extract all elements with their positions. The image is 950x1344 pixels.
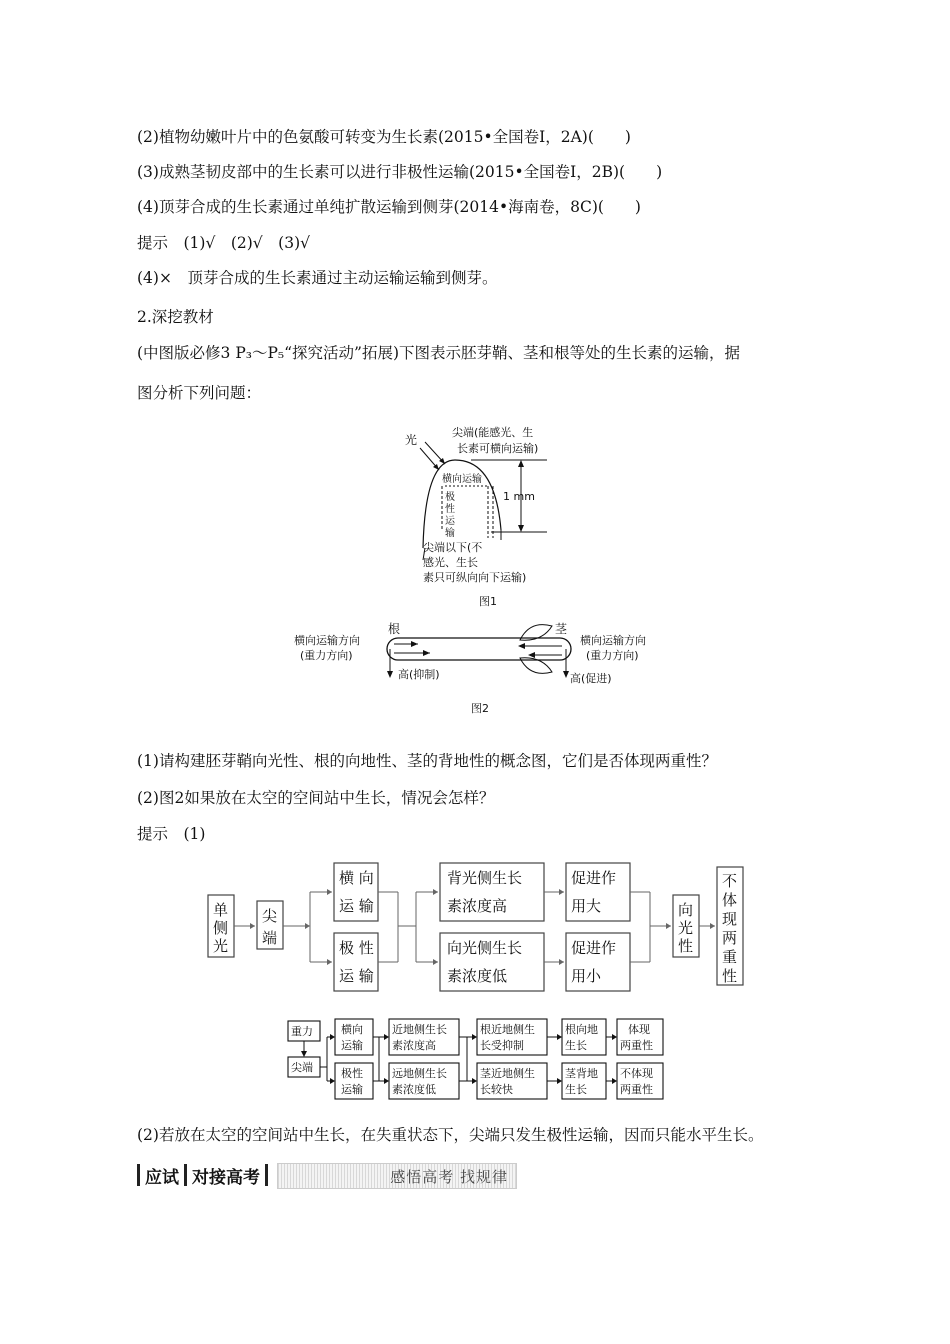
fig2-right-high: 高(促进) <box>570 672 612 685</box>
figure-2-root-stem <box>290 620 670 692</box>
fig2-stem-label: 茎 <box>555 622 568 636</box>
c1-single-light-0: 单 <box>213 901 229 919</box>
answer-2: (2)若放在太空的空间站中生长，在失重状态下，尖端只发生极性运输，因而只能水平生长。 <box>137 1126 764 1144</box>
fig2-left-high: 高(抑制) <box>398 668 440 681</box>
fig1-polar-2: 性 <box>445 504 455 515</box>
fig1-light-label: 光 <box>405 433 418 447</box>
banner-subtitle: 感悟高考 找规律 <box>390 1168 508 1186</box>
fig1-below-3: 素只可纵向向下运输) <box>423 571 527 584</box>
banner-bar-2 <box>184 1164 187 1186</box>
c1-promote-small-1: 用小 <box>571 967 602 985</box>
c1-tip-0: 尖 <box>262 907 278 925</box>
c2-no-dual-0: 不体现 <box>620 1067 653 1080</box>
fig2-right-dir-1: 横向运输方向 <box>580 634 646 647</box>
c1-phototropism-2: 性 <box>678 937 694 955</box>
c1-polar-0: 极 性 <box>339 939 374 957</box>
c1-single-light-2: 光 <box>213 937 229 955</box>
c1-tip-1: 端 <box>262 929 278 947</box>
c1-single-light-1: 侧 <box>213 919 229 937</box>
fig2-left-dir-2: (重力方向) <box>300 649 353 662</box>
c1-no-dual-1: 体 <box>722 891 738 909</box>
c2-dual-1: 两重性 <box>620 1039 653 1052</box>
c2-far-0: 远地侧生长 <box>392 1067 447 1080</box>
c2-root-geo-0: 根向地 <box>565 1023 598 1036</box>
c1-polar-1: 运 输 <box>339 967 374 985</box>
c1-lateral-1: 运 输 <box>339 897 374 915</box>
c1-phototropism-0: 向 <box>678 901 694 919</box>
c2-dual-0: 体现 <box>628 1023 650 1036</box>
fig1-polar-3: 运 <box>445 516 455 527</box>
prompt-1: (1)请构建胚芽鞘向光性、根的向地性、茎的背地性的概念图，它们是否体现两重性？ <box>137 752 717 770</box>
banner-bar-1 <box>137 1164 140 1186</box>
c1-front-0: 向光侧生长 <box>447 939 523 957</box>
hint-line-2: (4)× 顶芽合成的生长素通过主动运输运输到侧芽。 <box>137 269 498 287</box>
section-heading: 2.深挖教材 <box>137 308 214 326</box>
c1-back-0: 背光侧生长 <box>447 869 523 887</box>
c1-back-1: 素浓度高 <box>447 897 508 915</box>
concept-map-gravitropism <box>285 1015 675 1105</box>
c2-root-inhibit-0: 根近地侧生 <box>480 1023 535 1036</box>
c2-near-1: 素浓度高 <box>392 1039 436 1052</box>
banner-subtitle-box <box>277 1163 517 1189</box>
fig2-right-dir-2: (重力方向) <box>586 649 639 662</box>
c2-stem-fast-0: 茎近地侧生 <box>480 1067 535 1080</box>
c1-no-dual-5: 性 <box>722 967 738 985</box>
fig1-below-2: 感光、生长 <box>423 556 478 569</box>
c1-front-1: 素浓度低 <box>447 967 508 985</box>
c2-far-1: 素浓度低 <box>392 1083 436 1096</box>
c1-lateral-0: 横 向 <box>339 869 374 887</box>
fig2-root-label: 根 <box>388 622 401 636</box>
c1-no-dual-0: 不 <box>722 872 738 890</box>
figure-2-caption: 图2 <box>471 702 489 715</box>
question-3: (3)成熟茎韧皮部中的生长素可以进行非极性运输(2015•全国卷Ⅰ，2B)( ) <box>137 163 663 181</box>
c2-near-0: 近地侧生长 <box>392 1023 447 1036</box>
c1-no-dual-4: 重 <box>722 948 738 966</box>
figure-1-coleoptile <box>395 420 575 592</box>
fig1-tip-label-2: 长素可横向运输) <box>457 442 539 455</box>
banner-title-1: 应试 <box>145 1167 179 1188</box>
fig1-tip-label-1: 尖端(能感光、生 <box>452 426 534 439</box>
banner-title-2: 对接高考 <box>192 1167 260 1188</box>
c2-lateral-0: 横向 <box>341 1023 363 1036</box>
c1-promote-big-1: 用大 <box>571 897 602 915</box>
c2-root-geo-1: 生长 <box>565 1039 587 1052</box>
c2-stem-back-0: 茎背地 <box>565 1067 598 1080</box>
c1-phototropism-1: 光 <box>678 919 694 937</box>
banner-bar-3 <box>265 1164 268 1186</box>
question-2: (2)植物幼嫩叶片中的色氨酸可转变为生长素(2015•全国卷Ⅰ，2A)( ) <box>137 128 631 146</box>
fig1-lateral-label: 横向运输 <box>442 474 482 485</box>
prompt-2: (2)图2如果放在太空的空间站中生长，情况会怎样？ <box>137 789 495 807</box>
c2-tip: 尖端 <box>291 1061 313 1074</box>
c1-no-dual-3: 两 <box>722 929 738 947</box>
c2-stem-fast-1: 长较快 <box>480 1083 513 1096</box>
c2-polar-0: 极性 <box>341 1067 363 1080</box>
c2-stem-back-1: 生长 <box>565 1083 587 1096</box>
fig1-polar-4: 输 <box>445 528 455 539</box>
question-4: (4)顶芽合成的生长素通过单纯扩散运输到侧芽(2014•海南卷，8C)( ) <box>137 198 641 216</box>
intro-line-1: (中图版必修3 P₃～P₅“探究活动”拓展)下图表示胚芽鞘、茎和根等处的生长素的运输，据 <box>137 344 741 362</box>
fig1-polar-1: 极 <box>445 492 455 503</box>
fig1-below-1: 尖端以下(不 <box>423 541 483 554</box>
c2-polar-1: 运输 <box>341 1083 363 1096</box>
figure-1-caption: 图1 <box>479 595 497 608</box>
fig1-scale: 1 mm <box>503 490 535 503</box>
c1-promote-small-0: 促进作 <box>571 939 617 957</box>
intro-line-2: 图分析下列问题： <box>137 384 262 402</box>
concept-map-phototropism <box>200 855 780 995</box>
c2-no-dual-1: 两重性 <box>620 1083 653 1096</box>
hint-line-1: 提示 (1)√ (2)√ (3)√ <box>137 234 310 252</box>
c1-promote-big-0: 促进作 <box>571 869 617 887</box>
c2-gravity: 重力 <box>291 1025 313 1038</box>
banner-title <box>137 1161 273 1189</box>
hint-line-3: 提示 (1) <box>137 825 206 843</box>
c1-no-dual-2: 现 <box>722 910 738 928</box>
c2-lateral-1: 运输 <box>341 1039 363 1052</box>
fig2-left-dir-1: 横向运输方向 <box>294 634 360 647</box>
c2-root-inhibit-1: 长受抑制 <box>480 1039 524 1052</box>
exam-banner <box>137 1161 517 1189</box>
